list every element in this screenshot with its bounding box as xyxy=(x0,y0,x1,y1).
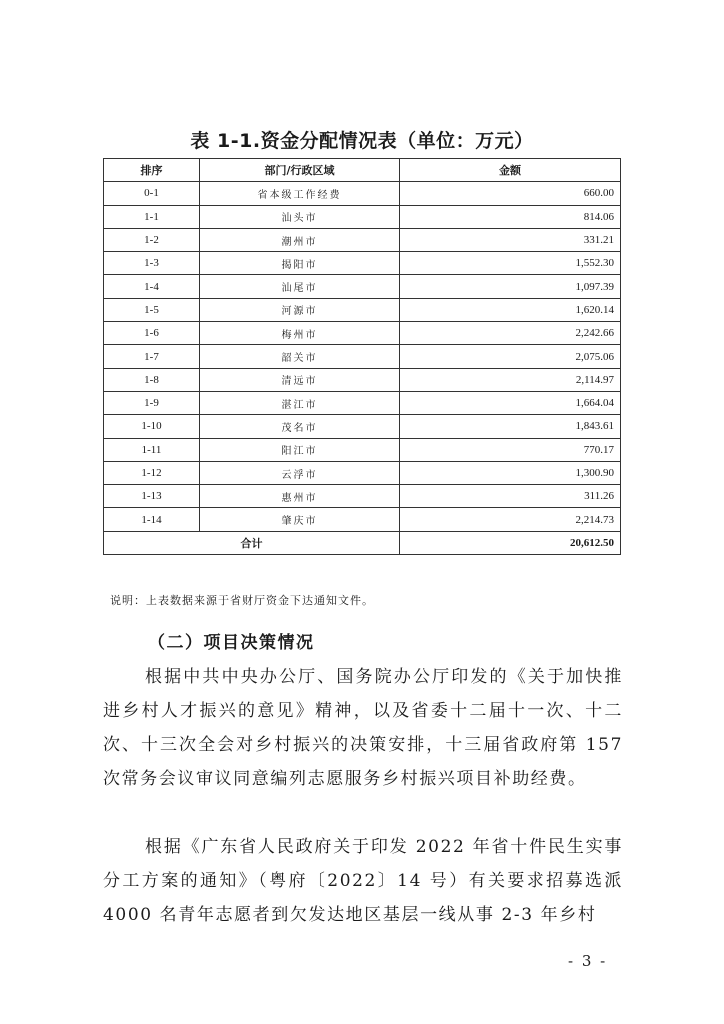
row-region: 湛江市 xyxy=(200,391,400,414)
table-row xyxy=(104,205,621,228)
row-amount: 2,242.66 xyxy=(400,322,621,345)
table-row xyxy=(104,252,621,275)
table-row xyxy=(104,368,621,391)
paragraph-2: 根据《广东省人民政府关于印发 2022 年省十件民生实事分工方案的通知》（粤府〔2022〕14 号）有关要求招募选派 4000 名青年志愿者到欠发达地区基层一线从事 2-3 年乡村 xyxy=(103,837,623,925)
row-region: 清远市 xyxy=(200,368,400,391)
table-row xyxy=(104,391,621,414)
row-region: 汕尾市 xyxy=(200,275,400,298)
row-region: 揭阳市 xyxy=(200,252,400,275)
row-index: 1-2 xyxy=(104,228,200,251)
table-row xyxy=(104,508,621,531)
row-amount: 331.21 xyxy=(400,228,621,251)
row-amount: 1,097.39 xyxy=(400,275,621,298)
table-row xyxy=(104,461,621,484)
table-note: 说明：上表数据来源于省财厅资金下达通知文件。 xyxy=(110,594,374,607)
row-index: 1-12 xyxy=(104,461,200,484)
row-amount: 660.00 xyxy=(400,182,621,205)
total-row xyxy=(104,531,621,554)
total-label: 合计 xyxy=(104,531,400,554)
table-header-row xyxy=(104,159,621,182)
row-index: 1-4 xyxy=(104,275,200,298)
row-index: 1-11 xyxy=(104,438,200,461)
row-amount: 814.06 xyxy=(400,205,621,228)
paragraph-1: 根据中共中央办公厅、国务院办公厅印发的《关于加快推进乡村人才振兴的意见》精神，以及省委十二届十一次、十二次、十三次全会对乡村振兴的决策安排，十三届省政府第 157 次常务会议审议同意编列志愿服务乡村振兴项目补助经费。 xyxy=(103,667,623,789)
row-amount: 1,843.61 xyxy=(400,415,621,438)
table-row xyxy=(104,298,621,321)
row-region: 云浮市 xyxy=(200,461,400,484)
table-row xyxy=(104,485,621,508)
table-title: 表 1-1.资金分配情况表（单位：万元） xyxy=(190,130,534,152)
row-region: 肇庆市 xyxy=(200,508,400,531)
row-amount: 1,552.30 xyxy=(400,252,621,275)
row-amount: 2,075.06 xyxy=(400,345,621,368)
row-index: 1-7 xyxy=(104,345,200,368)
row-index: 1-10 xyxy=(104,415,200,438)
row-amount: 1,300.90 xyxy=(400,461,621,484)
table-row xyxy=(104,322,621,345)
table-row xyxy=(104,182,621,205)
total-amount: 20,612.50 xyxy=(400,531,621,554)
row-index: 1-5 xyxy=(104,298,200,321)
row-region: 河源市 xyxy=(200,298,400,321)
row-index: 1-9 xyxy=(104,391,200,414)
row-index: 1-1 xyxy=(104,205,200,228)
row-amount: 1,620.14 xyxy=(400,298,621,321)
row-region: 茂名市 xyxy=(200,415,400,438)
table-row xyxy=(104,275,621,298)
row-index: 1-6 xyxy=(104,322,200,345)
fund-allocation-table xyxy=(103,158,621,555)
table-row xyxy=(104,228,621,251)
header-region: 部门/行政区域 xyxy=(200,159,400,182)
row-amount: 2,214.73 xyxy=(400,508,621,531)
row-index: 1-8 xyxy=(104,368,200,391)
section-heading: （二）项目决策情况 xyxy=(148,633,315,653)
row-region: 韶关市 xyxy=(200,345,400,368)
row-amount: 2,114.97 xyxy=(400,368,621,391)
row-region: 汕头市 xyxy=(200,205,400,228)
row-region: 惠州市 xyxy=(200,485,400,508)
row-index: 1-14 xyxy=(104,508,200,531)
row-region: 省本级工作经费 xyxy=(200,182,400,205)
row-amount: 770.17 xyxy=(400,438,621,461)
table-row xyxy=(104,345,621,368)
table-row xyxy=(104,415,621,438)
table-row xyxy=(104,438,621,461)
page-number: - 3 - xyxy=(568,952,608,970)
row-region: 梅州市 xyxy=(200,322,400,345)
row-region: 阳江市 xyxy=(200,438,400,461)
row-index: 1-13 xyxy=(104,485,200,508)
header-amount: 金额 xyxy=(400,159,621,182)
row-amount: 311.26 xyxy=(400,485,621,508)
row-amount: 1,664.04 xyxy=(400,391,621,414)
row-index: 1-3 xyxy=(104,252,200,275)
row-index: 0-1 xyxy=(104,182,200,205)
header-index: 排序 xyxy=(104,159,200,182)
row-region: 潮州市 xyxy=(200,228,400,251)
